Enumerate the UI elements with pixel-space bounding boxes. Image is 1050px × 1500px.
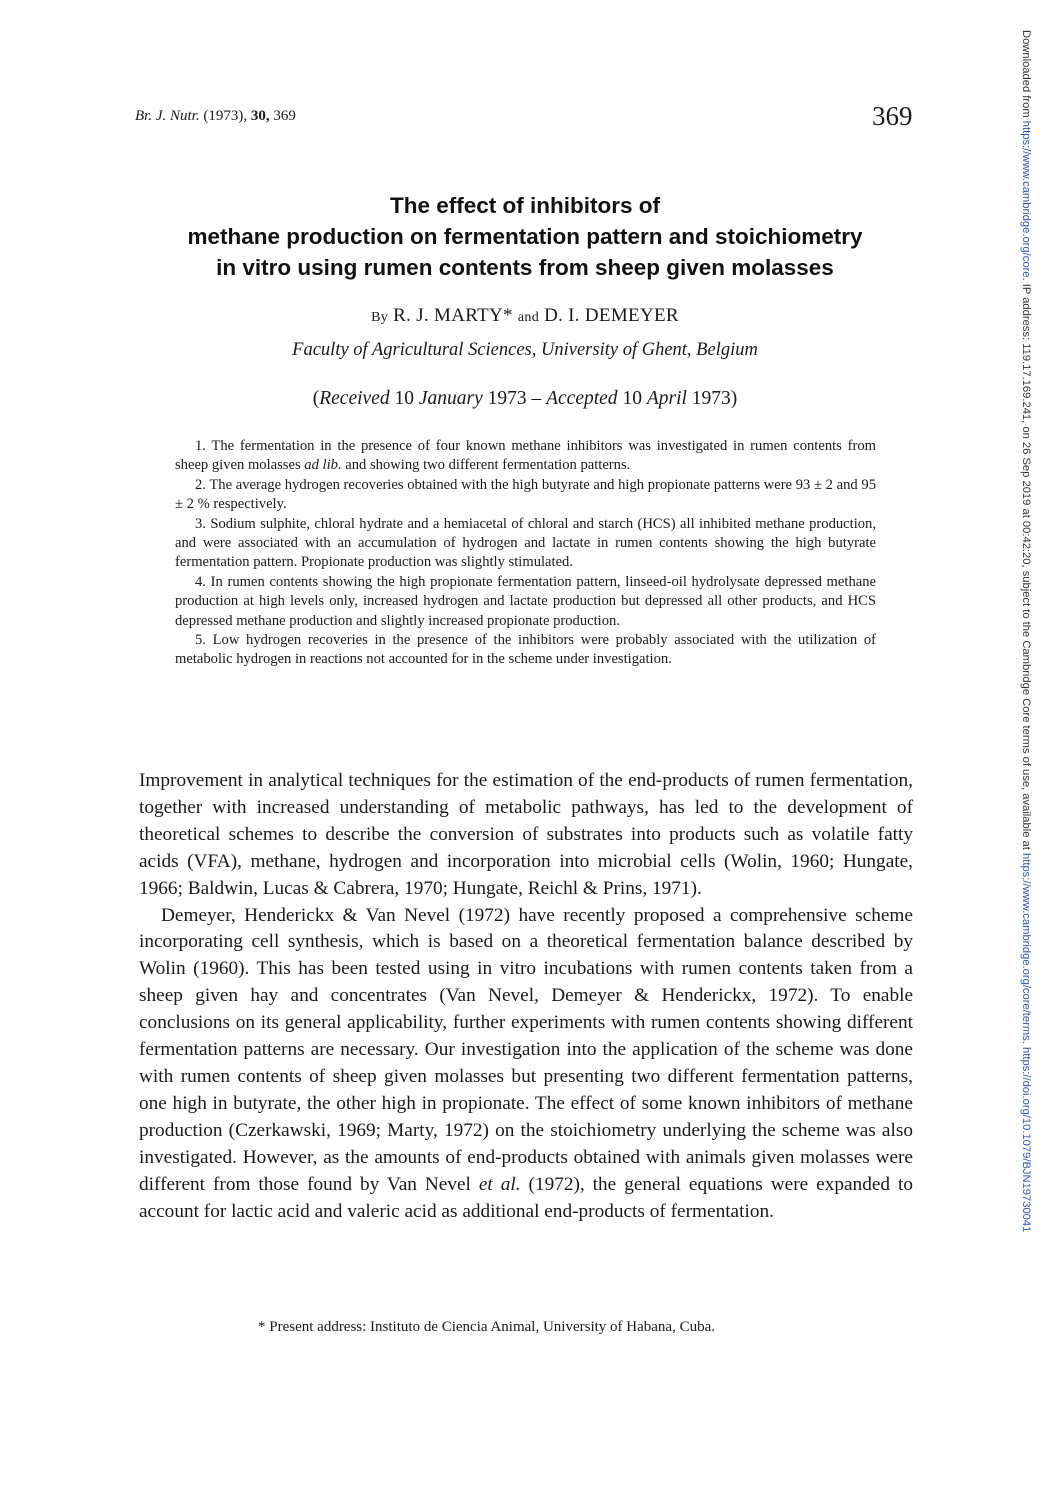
notice-text: . xyxy=(1020,1040,1032,1047)
affiliation: Faculty of Agricultural Sciences, University of Ghent, Belgium xyxy=(292,340,758,360)
footnote: * Present address: Instituto de Ciencia Animal, University of Habana, Cuba. xyxy=(258,1319,715,1335)
paren-open: ( xyxy=(312,388,320,409)
received-dates xyxy=(100,388,950,410)
received-day: 10 xyxy=(394,388,414,409)
journal-citation xyxy=(135,108,296,125)
cambridge-core-link[interactable]: https://www.cambridge.org/core xyxy=(1020,120,1032,278)
summary-point-3: 3. Sodium sulphite, chloral hydrate and a hemiacetal of chloral and starch (HCS) all inhibited methane production, and were associated with an accumulation of hydrogen and lactate in rumen contents showing the high butyrate fermentation pattern. Propionate production was slightly stimulated. xyxy=(175,515,876,571)
notice-text: . IP address: 119.17.169.241, on 26 Sep 2019 at 00:42:20, subject to the Cambridge Core terms of use, available at xyxy=(1020,277,1032,853)
summary xyxy=(175,437,876,670)
notice-text: Downloaded from xyxy=(1020,30,1032,121)
title-line: The effect of inhibitors of xyxy=(390,193,660,218)
summary-point-5: 5. Low hydrogen recoveries in the presence of the inhibitors were probably associated with the utilization of metabolic hydrogen in reactions not accounted for in the scheme under investigation. xyxy=(175,632,876,668)
body-italic: et al. xyxy=(478,1173,521,1195)
title-line: methane production on fermentation pattern and stoichiometry xyxy=(187,224,863,249)
received-label: Received xyxy=(319,388,390,409)
doi-link[interactable]: https://doi.org/10.1079/BJN19730041 xyxy=(1020,1047,1032,1233)
body-text-run: Demeyer, Henderickx & Van Nevel (1972) have recently proposed a comprehensive scheme incorporating cell synthesis, which is based on a theoretical fermentation balance described by Wolin (1960). This has been tested using in vitro incubations with rumen contents taken from a sheep given hay and concentrates (Van Nevel, Demeyer & Henderickx, 1972). To enable conclusions on its general applicability, further experiments with rumen contents showing different fermentation patterns are necessary. Our investigation into the application of the scheme was done with rumen contents of sheep given molasses but presenting two different fermentation patterns, one high in butyrate, the other high in propionate. The effect of some known inhibitors of methane production (Czerkawski, 1969; Marty, 1972) on the stoichiometry underlying the scheme was also investigated. However, as the amounts of end-products obtained with animals given molasses were different from those found by Van Nevel xyxy=(139,904,913,1195)
author-demeyer: D. I. DEMEYER xyxy=(544,305,679,326)
accepted-year: 1973 xyxy=(691,388,731,409)
paren-close: ) xyxy=(730,388,738,409)
title-line: in vitro using rumen contents from sheep given molasses xyxy=(216,255,834,280)
summary-italic: ad lib. xyxy=(304,457,342,474)
body-paragraph-1: Improvement in analytical techniques for the estimation of the end-products of rumen fermentation, together with increased understanding of metabolic pathways, has led to the development of theoretical schemes to describe the conversion of substrates into products such as volatile fatty acids (VFA), methane, hydrogen and incorporation into microbial cells (Wolin, 1960; Hungate, 1966; Baldwin, Lucas & Cabrera, 1970; Hungate, Reichl & Prins, 1971). xyxy=(139,770,913,899)
article-title xyxy=(100,190,950,283)
journal-name: Br. J. Nutr. xyxy=(135,108,200,124)
summary-point-2: 2. The average hydrogen recoveries obtained with the high butyrate and high propionate patterns were 93 ± 2 and 95 ± 2 % respectively. xyxy=(175,476,876,513)
journal-year: (1973), xyxy=(203,108,248,124)
summary-point-4: 4. In rumen contents showing the high propionate fermentation pattern, linseed-oil hydrolysate depressed methane production at high levels only, increased hydrogen and lactate production but depressed all other products, and HCS depressed methane production and slightly increased propionate production. xyxy=(175,573,876,629)
author-marty: R. J. MARTY* xyxy=(393,305,513,326)
author-line xyxy=(100,305,950,327)
and-label: and xyxy=(517,310,539,325)
accepted-month: April xyxy=(646,388,687,409)
page-number: 369 xyxy=(872,101,913,131)
accepted-label: Accepted xyxy=(546,388,618,409)
journal-first-page: 369 xyxy=(273,108,296,124)
by-label: By xyxy=(371,310,389,325)
body-paragraph-2 xyxy=(139,903,913,1226)
body-text xyxy=(139,768,913,1225)
summary-text: and showing two different fermentation patterns. xyxy=(341,457,631,474)
received-year: 1973 xyxy=(487,388,527,409)
accepted-day: 10 xyxy=(622,388,642,409)
date-separator: – xyxy=(531,388,542,409)
download-notice xyxy=(1016,30,1032,1475)
terms-link[interactable]: https://www.cambridge.org/core/terms xyxy=(1020,853,1032,1041)
body-text-run: (1972), the general equations were expanded to account for lactic acid and valeric acid as additional end-products of fermentation. xyxy=(139,1173,913,1222)
received-month: January xyxy=(418,388,483,409)
summary-text: 1. The fermentation in the presence of four known methane inhibitors was investigated in rumen contents from sheep given molasses xyxy=(175,438,876,474)
journal-volume: 30, xyxy=(250,108,270,124)
summary-point-1 xyxy=(175,437,876,476)
